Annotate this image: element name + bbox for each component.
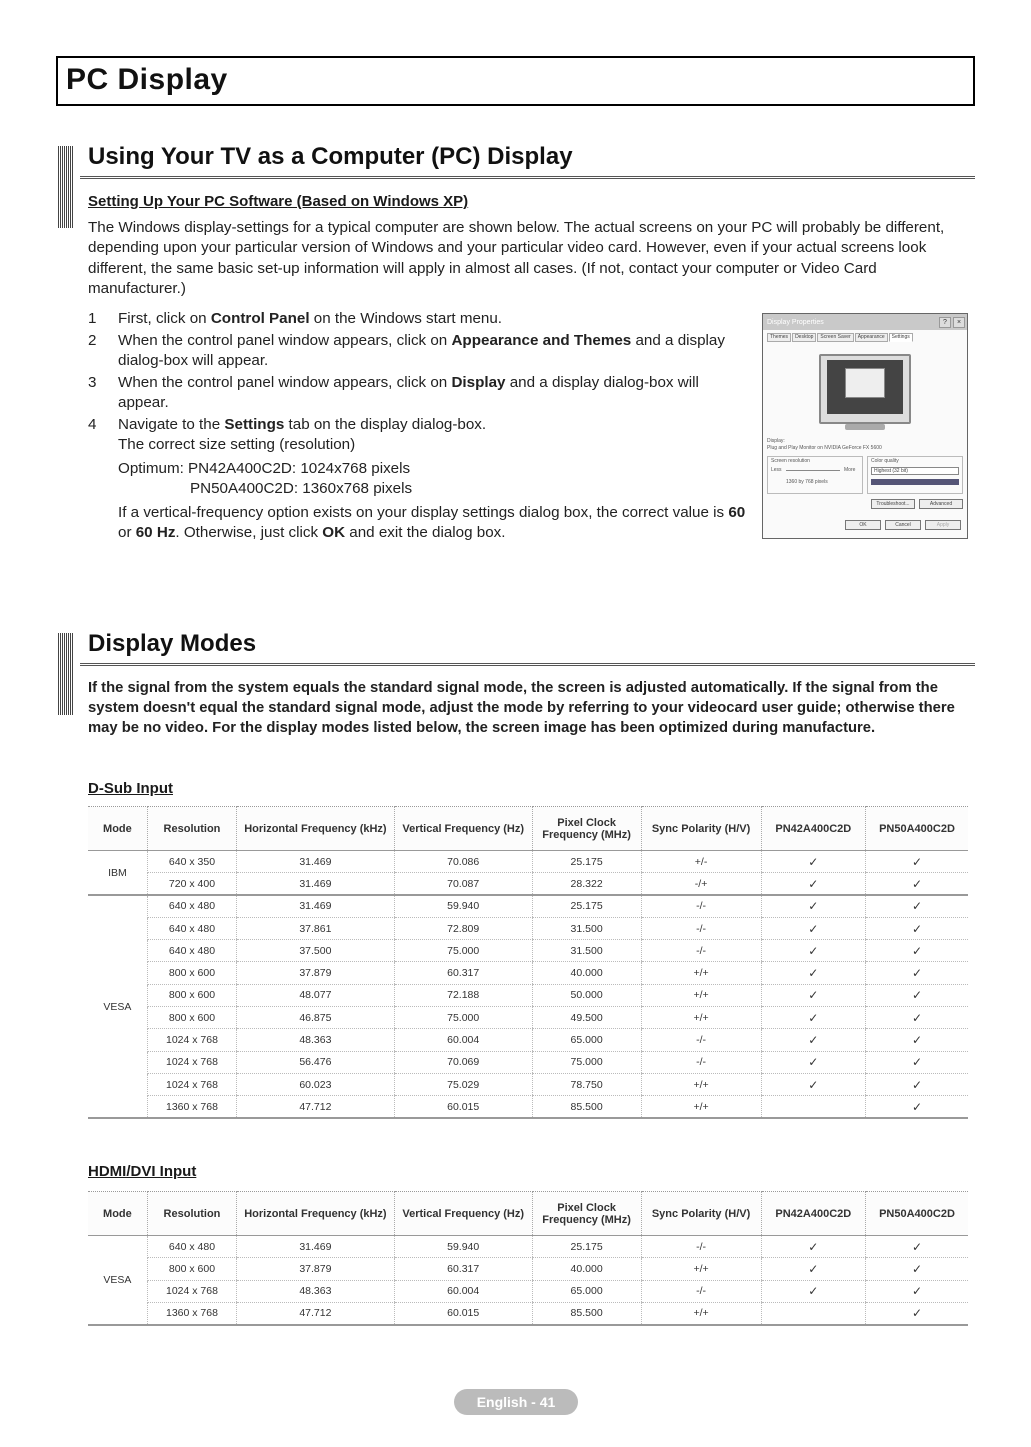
table-cell: 31.500 — [532, 917, 641, 939]
column-header: PN42A400C2D — [761, 807, 865, 851]
step-text: on the Windows start menu. — [309, 310, 503, 327]
support-check-cell: ✓ — [761, 1029, 865, 1051]
table-cell: 60.015 — [394, 1096, 532, 1118]
table-row — [88, 1029, 968, 1051]
step-text: When the control panel window appears, click on — [118, 373, 452, 391]
step-number: 2 — [88, 331, 97, 349]
resolution-optimum-42: Optimum: PN42A400C2D: 1024x768 pixels — [118, 459, 411, 477]
table-cell: 78.750 — [532, 1073, 641, 1095]
step-number: 1 — [88, 310, 97, 327]
step-keyword: Display — [451, 373, 506, 391]
table-row — [88, 1096, 968, 1118]
table-cell: 65.000 — [532, 1029, 641, 1051]
step-item — [88, 373, 748, 414]
page-header — [56, 56, 975, 106]
support-check-cell: ✓ — [866, 1096, 969, 1118]
table-row — [88, 1280, 968, 1302]
table-cell: 37.879 — [237, 962, 395, 984]
table-cell: +/+ — [641, 1007, 761, 1029]
display-label: Display: — [767, 438, 785, 444]
column-header: PN50A400C2D — [866, 807, 969, 851]
section-divider — [80, 175, 975, 179]
support-check-cell: ✓ — [761, 851, 865, 873]
page-number-badge: English - 41 — [454, 1389, 578, 1415]
support-check-cell: ✓ — [866, 873, 969, 895]
table-cell: 70.069 — [394, 1051, 532, 1073]
table-cell: 70.086 — [394, 851, 532, 873]
step-item — [88, 415, 748, 544]
support-check-cell: ✓ — [866, 917, 969, 939]
table-row — [88, 962, 968, 984]
step-keyword: Settings — [224, 415, 285, 433]
table-cell: 46.875 — [237, 1007, 395, 1029]
ok-button: OK — [845, 520, 881, 530]
support-check-cell: ✓ — [866, 1302, 969, 1324]
page-title: PC Display — [66, 63, 228, 96]
mode-cell: VESA — [88, 1236, 147, 1325]
color-bar — [871, 479, 959, 485]
note-text: or — [118, 524, 136, 541]
table-cell: 640 x 350 — [147, 851, 236, 873]
section-marker — [58, 633, 74, 715]
table-cell: 720 x 400 — [147, 873, 236, 895]
resolution-label: Screen resolution — [771, 458, 810, 464]
column-header: Pixel Clock Frequency (MHz) — [532, 1192, 641, 1236]
support-check-cell: ✓ — [761, 940, 865, 962]
support-check-cell: ✓ — [866, 1007, 969, 1029]
table-row — [88, 917, 968, 939]
table-row — [88, 1073, 968, 1095]
table-cell: 60.004 — [394, 1029, 532, 1051]
support-check-cell: ✓ — [761, 873, 865, 895]
column-header: Resolution — [147, 1192, 236, 1236]
table-cell: 37.879 — [237, 1258, 395, 1280]
resolution-intro: The correct size setting (resolution) — [118, 436, 356, 453]
column-header: Resolution — [147, 807, 236, 851]
table-cell: 59.940 — [394, 895, 532, 917]
step-text: and a display dialog-box will appear. — [118, 331, 725, 369]
note-keyword: 60 Hz — [135, 524, 176, 541]
table-row — [88, 1051, 968, 1073]
tab-settings: Settings — [889, 333, 913, 342]
section-marker — [58, 146, 74, 228]
table-cell: 800 x 600 — [147, 984, 236, 1006]
resolution-value: 1360 by 768 pixels — [786, 479, 828, 485]
column-header: Vertical Frequency (Hz) — [394, 1192, 532, 1236]
table-cell: 28.322 — [532, 873, 641, 895]
column-header: Horizontal Frequency (kHz) — [237, 807, 395, 851]
support-check-cell: ✓ — [866, 1258, 969, 1280]
mode-cell: IBM — [88, 851, 147, 896]
table-cell: 31.469 — [237, 1236, 395, 1258]
color-quality-group — [867, 456, 963, 494]
step-number: 4 — [88, 415, 97, 433]
table-cell: 56.476 — [237, 1051, 395, 1073]
table-cell: 640 x 480 — [147, 895, 236, 917]
table-cell: 48.077 — [237, 984, 395, 1006]
column-header: Sync Polarity (H/V) — [641, 1192, 761, 1236]
table-cell: 37.861 — [237, 917, 395, 939]
support-check-cell — [761, 1096, 865, 1118]
table-cell: 31.469 — [237, 873, 395, 895]
support-check-cell: ✓ — [761, 962, 865, 984]
table-row — [88, 984, 968, 1006]
note-keyword: OK — [322, 524, 346, 541]
table-cell: 31.469 — [237, 895, 395, 917]
table-cell: 800 x 600 — [147, 962, 236, 984]
table-cell: -/- — [641, 1051, 761, 1073]
support-check-cell: ✓ — [761, 1280, 865, 1302]
color-quality-select — [871, 467, 959, 475]
table-cell: 72.809 — [394, 917, 532, 939]
display-value: Plug and Play Monitor on NVIDIA GeForce FX 5600 — [767, 445, 882, 451]
table-cell: 47.712 — [237, 1302, 395, 1324]
table-cell: +/+ — [641, 1073, 761, 1095]
table-cell: 1360 x 768 — [147, 1096, 236, 1118]
table-cell: 48.363 — [237, 1029, 395, 1051]
steps-list — [88, 309, 748, 545]
table-cell: +/+ — [641, 962, 761, 984]
table-cell: -/+ — [641, 873, 761, 895]
table-cell: 60.317 — [394, 1258, 532, 1280]
table-cell: 31.469 — [237, 851, 395, 873]
resolution-slider — [786, 470, 840, 471]
column-header: Mode — [88, 807, 147, 851]
table-cell: 1024 x 768 — [147, 1280, 236, 1302]
support-check-cell: ✓ — [866, 1029, 969, 1051]
column-header: Pixel Clock Frequency (MHz) — [532, 807, 641, 851]
table-row — [88, 1007, 968, 1029]
color-quality-label: Color quality — [871, 458, 899, 464]
dialog-tabs — [763, 330, 967, 342]
table-cell: 640 x 480 — [147, 1236, 236, 1258]
table-row — [88, 940, 968, 962]
table-cell: -/- — [641, 917, 761, 939]
vertical-frequency-note — [118, 503, 748, 544]
dialog-title: Display Properties — [767, 318, 824, 326]
hdmi-table-title: HDMI/DVI Input — [88, 1163, 197, 1180]
table-cell: -/- — [641, 1280, 761, 1302]
monitor-icon — [819, 354, 911, 424]
note-text: and exit the dialog box. — [345, 524, 506, 541]
column-header: PN42A400C2D — [761, 1192, 865, 1236]
table-row — [88, 851, 968, 873]
table-cell: 85.500 — [532, 1096, 641, 1118]
display-modes-intro: If the signal from the system equals the standard signal mode, the screen is adjusted automatically. If the signal from the system doesn't equal the standard signal mode, adjust the mode by referring to your videocard user guide; otherwise there may be no video. For the display modes listed below, the screen image has been optimized during manufacture. — [88, 680, 955, 736]
table-cell: 75.000 — [394, 1007, 532, 1029]
table-cell: 60.015 — [394, 1302, 532, 1324]
table-cell: +/+ — [641, 984, 761, 1006]
support-check-cell: ✓ — [761, 1258, 865, 1280]
step-keyword: Control Panel — [210, 310, 310, 327]
table-cell: 47.712 — [237, 1096, 395, 1118]
table-row — [88, 1258, 968, 1280]
hdmi-modes-table — [88, 1191, 968, 1326]
resolution-group — [767, 456, 863, 494]
step-text: tab on the display dialog-box. — [284, 415, 487, 433]
step-text: and a display dialog-box will appear. — [118, 373, 699, 411]
step-item — [88, 309, 748, 330]
support-check-cell: ✓ — [866, 895, 969, 917]
table-cell: 25.175 — [532, 895, 641, 917]
monitor-stand-icon — [845, 424, 885, 430]
help-icon: ? — [939, 317, 951, 328]
dsub-table-title: D-Sub Input — [88, 780, 173, 797]
tab-desktop: Desktop — [792, 333, 816, 342]
support-check-cell: ✓ — [866, 940, 969, 962]
table-cell: 48.363 — [237, 1280, 395, 1302]
table-cell: +/+ — [641, 1302, 761, 1324]
table-header-row — [88, 1192, 968, 1236]
color-quality-value: Highest (32 bit) — [874, 468, 908, 474]
column-header: Vertical Frequency (Hz) — [394, 807, 532, 851]
step-number: 3 — [88, 373, 97, 391]
table-cell: 60.317 — [394, 962, 532, 984]
support-check-cell: ✓ — [866, 1280, 969, 1302]
mode-cell: VESA — [88, 895, 147, 1118]
tab-themes: Themes — [767, 333, 791, 342]
display-properties-dialog — [762, 313, 968, 539]
table-cell: 800 x 600 — [147, 1258, 236, 1280]
resolution-optimum-50: PN50A400C2D: 1360x768 pixels — [190, 480, 413, 497]
table-cell: 65.000 — [532, 1280, 641, 1302]
slider-more-label: More — [844, 467, 856, 473]
step-item — [88, 331, 748, 372]
table-cell: 640 x 480 — [147, 940, 236, 962]
section-title-pc-display: Using Your TV as a Computer (PC) Display — [88, 143, 573, 170]
table-row — [88, 1236, 968, 1258]
section-divider — [80, 662, 975, 666]
subsection-title: Setting Up Your PC Software (Based on Windows XP) — [88, 193, 469, 210]
column-header: PN50A400C2D — [866, 1192, 969, 1236]
slider-less-label: Less — [771, 467, 782, 473]
support-check-cell: ✓ — [866, 1236, 969, 1258]
step-keyword: Appearance and Themes — [451, 331, 632, 349]
dsub-modes-table — [88, 806, 968, 1119]
table-cell: -/- — [641, 1029, 761, 1051]
support-check-cell — [761, 1302, 865, 1324]
support-check-cell: ✓ — [866, 851, 969, 873]
table-cell: 50.000 — [532, 984, 641, 1006]
table-cell: +/+ — [641, 1258, 761, 1280]
section-title-display-modes: Display Modes — [88, 630, 257, 657]
column-header: Mode — [88, 1192, 147, 1236]
support-check-cell: ✓ — [866, 1073, 969, 1095]
table-cell: 1360 x 768 — [147, 1302, 236, 1324]
support-check-cell: ✓ — [761, 895, 865, 917]
support-check-cell: ✓ — [866, 984, 969, 1006]
intro-paragraph: The Windows display-settings for a typical computer are shown below. The actual screens on your PC will probably be different, depending upon your particular version of Windows and your particular video card. However, even if your actual screens look different, the same basic set-up information will apply in almost all cases. (If not, contact your computer or Video Card manufacturer.) — [88, 219, 945, 298]
table-cell: -/- — [641, 895, 761, 917]
table-cell: +/+ — [641, 1096, 761, 1118]
table-cell: -/- — [641, 1236, 761, 1258]
note-text: . Otherwise, just click — [175, 524, 323, 541]
table-cell: 60.023 — [237, 1073, 395, 1095]
table-cell: 1024 x 768 — [147, 1073, 236, 1095]
table-cell: 75.000 — [394, 940, 532, 962]
troubleshoot-button: Troubleshoot... — [871, 499, 915, 509]
step-text: When the control panel window appears, click on — [118, 331, 452, 349]
table-cell: 60.004 — [394, 1280, 532, 1302]
table-cell: 37.500 — [237, 940, 395, 962]
table-cell: 800 x 600 — [147, 1007, 236, 1029]
table-header-row — [88, 807, 968, 851]
table-cell: 1024 x 768 — [147, 1051, 236, 1073]
note-text: If a vertical-frequency option exists on your display settings dialog box, the correct value is — [118, 503, 729, 521]
table-cell: 85.500 — [532, 1302, 641, 1324]
table-cell: 40.000 — [532, 962, 641, 984]
advanced-button: Advanced — [919, 499, 963, 509]
step-text: Navigate to the — [118, 415, 225, 433]
note-keyword: 60 — [728, 503, 746, 521]
support-check-cell: ✓ — [761, 1007, 865, 1029]
close-icon: × — [953, 317, 965, 328]
table-cell: -/- — [641, 940, 761, 962]
table-cell: 75.029 — [394, 1073, 532, 1095]
table-cell: 72.188 — [394, 984, 532, 1006]
support-check-cell: ✓ — [761, 984, 865, 1006]
table-cell: 640 x 480 — [147, 917, 236, 939]
apply-button: Apply — [925, 520, 961, 530]
table-cell: 49.500 — [532, 1007, 641, 1029]
column-header: Horizontal Frequency (kHz) — [237, 1192, 395, 1236]
table-cell: 40.000 — [532, 1258, 641, 1280]
support-check-cell: ✓ — [761, 917, 865, 939]
table-cell: 75.000 — [532, 1051, 641, 1073]
support-check-cell: ✓ — [761, 1073, 865, 1095]
table-cell: 1024 x 768 — [147, 1029, 236, 1051]
table-cell: 31.500 — [532, 940, 641, 962]
table-row — [88, 873, 968, 895]
table-cell: +/- — [641, 851, 761, 873]
support-check-cell: ✓ — [866, 1051, 969, 1073]
tab-appearance: Appearance — [855, 333, 888, 342]
step-text: First, click on — [118, 310, 211, 327]
table-cell: 70.087 — [394, 873, 532, 895]
tab-screen-saver: Screen Saver — [817, 333, 853, 342]
cancel-button: Cancel — [885, 520, 921, 530]
dialog-titlebar — [763, 314, 967, 330]
support-check-cell: ✓ — [761, 1236, 865, 1258]
table-cell: 59.940 — [394, 1236, 532, 1258]
support-check-cell: ✓ — [866, 962, 969, 984]
column-header: Sync Polarity (H/V) — [641, 807, 761, 851]
table-row — [88, 895, 968, 917]
table-row — [88, 1302, 968, 1324]
table-cell: 25.175 — [532, 851, 641, 873]
table-cell: 25.175 — [532, 1236, 641, 1258]
support-check-cell: ✓ — [761, 1051, 865, 1073]
